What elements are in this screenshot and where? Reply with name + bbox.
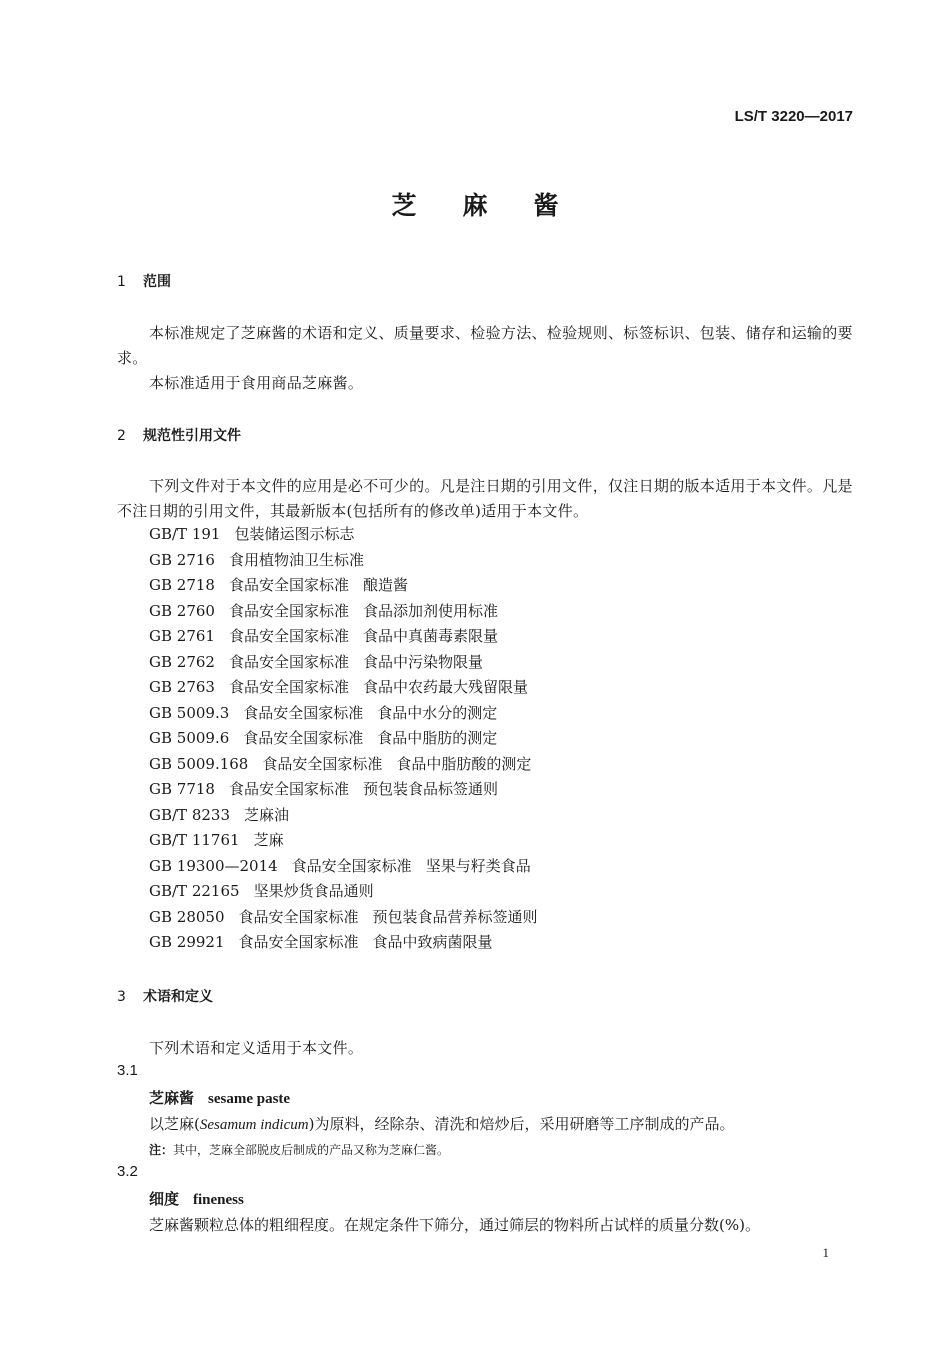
list-item bbox=[149, 549, 538, 575]
term-note bbox=[149, 1141, 449, 1158]
page-number: 1 bbox=[822, 1245, 829, 1260]
ref-title: 食品安全国家标准 bbox=[228, 678, 349, 696]
term-heading bbox=[149, 1188, 244, 1209]
standard-code: LS/T 3220—2017 bbox=[734, 108, 853, 125]
ref-subtitle: 食品中真菌毒素限量 bbox=[362, 627, 498, 645]
ref-code: GB/T 8233 bbox=[149, 805, 231, 824]
ref-title: 包装储运图示标志 bbox=[234, 525, 355, 543]
definition-text: )为原料，经除杂、清洗和焙炒后，采用研磨等工序制成的产品。 bbox=[308, 1115, 735, 1133]
ref-code: GB/T 191 bbox=[149, 525, 221, 543]
list-item bbox=[149, 753, 538, 779]
term-en: sesame paste bbox=[208, 1091, 291, 1107]
term-zh: 芝麻酱 bbox=[149, 1089, 195, 1107]
ref-code: GB 2763 bbox=[149, 678, 215, 696]
ref-code: GB 5009.3 bbox=[149, 703, 230, 722]
list-item bbox=[149, 727, 538, 753]
ref-subtitle: 食品中脂肪的测定 bbox=[377, 729, 498, 747]
list-item bbox=[149, 804, 538, 830]
ref-title: 芝麻油 bbox=[244, 805, 290, 824]
list-item bbox=[149, 702, 538, 728]
ref-code: GB 2760 bbox=[149, 601, 215, 620]
note-text: 其中，芝麻全部脱皮后制成的产品又称为芝麻仁酱。 bbox=[173, 1143, 450, 1157]
section-3-heading bbox=[117, 986, 213, 1006]
list-item bbox=[149, 855, 538, 881]
ref-code: GB 28050 bbox=[149, 907, 225, 926]
list-item bbox=[149, 625, 538, 651]
ref-code: GB 2718 bbox=[149, 576, 215, 594]
term-definition bbox=[149, 1113, 734, 1134]
clause-number: 3.2 bbox=[117, 1163, 138, 1180]
references-intro: 下列文件对于本文件的应用是必不可少的。凡是注日期的引用文件，仅注日期的版本适用于本文件。凡是不注日期的引用文件，其最新版本(包括所有的修改单)适用于本文件。 bbox=[117, 477, 853, 520]
ref-code: GB 7718 bbox=[149, 780, 215, 798]
ref-code: GB 2762 bbox=[149, 652, 215, 671]
ref-title: 食品安全国家标准 bbox=[291, 856, 412, 875]
list-item bbox=[149, 523, 538, 549]
ref-code: GB 19300—2014 bbox=[149, 856, 278, 875]
section-2-heading bbox=[117, 425, 241, 445]
clause-number: 3.1 bbox=[117, 1062, 138, 1079]
list-item bbox=[149, 574, 538, 600]
ref-subtitle: 食品中脂肪酸的测定 bbox=[396, 754, 532, 773]
ref-code: GB/T 11761 bbox=[149, 831, 240, 849]
term-heading bbox=[149, 1087, 290, 1108]
ref-subtitle: 预包装食品营养标签通则 bbox=[372, 907, 538, 926]
ref-subtitle: 食品中污染物限量 bbox=[362, 652, 483, 671]
ref-code: GB 29921 bbox=[149, 933, 225, 951]
ref-title: 食品安全国家标准 bbox=[228, 601, 349, 620]
ref-subtitle: 食品中致病菌限量 bbox=[372, 933, 493, 951]
ref-code: GB 2761 bbox=[149, 627, 215, 645]
latin-name: Sesamum indicum bbox=[199, 1117, 309, 1133]
note-label: 注： bbox=[149, 1143, 174, 1157]
scope-paragraph: 本标准规定了芝麻酱的术语和定义、质量要求、检验方法、检验规则、标签标识、包装、储存和运输的要求。 bbox=[117, 324, 853, 367]
term-en: fineness bbox=[193, 1192, 244, 1208]
list-item bbox=[149, 676, 538, 702]
reference-list bbox=[149, 523, 538, 957]
ref-code: GB 2716 bbox=[149, 550, 215, 569]
list-item bbox=[149, 829, 538, 855]
ref-code: GB 5009.6 bbox=[149, 729, 230, 747]
section-title: 术语和定义 bbox=[143, 989, 213, 1005]
scope-applicability: 本标准适用于食用商品芝麻酱。 bbox=[149, 374, 364, 392]
ref-subtitle: 预包装食品标签通则 bbox=[362, 780, 498, 798]
ref-code: GB/T 22165 bbox=[149, 882, 240, 900]
list-item bbox=[149, 906, 538, 932]
list-item bbox=[149, 651, 538, 677]
section-number: 2 bbox=[117, 428, 126, 444]
ref-title: 食品安全国家标准 bbox=[238, 907, 359, 926]
ref-code: GB 5009.168 bbox=[149, 754, 249, 773]
list-item bbox=[149, 600, 538, 626]
ref-title: 食品安全国家标准 bbox=[262, 754, 383, 773]
list-item bbox=[149, 931, 538, 957]
ref-title: 食品安全国家标准 bbox=[228, 652, 349, 671]
ref-title: 坚果炒货食品通则 bbox=[253, 882, 374, 900]
section-number: 3 bbox=[117, 989, 126, 1005]
term-definition: 芝麻酱颗粒总体的粗细程度。在规定条件下筛分，通过筛层的物料所占试样的质量分数(%)。 bbox=[149, 1216, 760, 1234]
ref-subtitle: 酿造酱 bbox=[362, 576, 408, 594]
terms-intro: 下列术语和定义适用于本文件。 bbox=[149, 1039, 364, 1057]
section-title: 范围 bbox=[143, 274, 171, 290]
ref-subtitle: 食品中农药最大残留限量 bbox=[362, 678, 528, 696]
document-title: 芝麻酱 bbox=[391, 191, 605, 220]
ref-title: 芝麻 bbox=[253, 831, 284, 849]
ref-title: 食品安全国家标准 bbox=[243, 729, 364, 747]
ref-title: 食品安全国家标准 bbox=[243, 703, 364, 722]
section-number: 1 bbox=[117, 274, 126, 290]
definition-text: 以芝麻( bbox=[149, 1115, 200, 1133]
term-zh: 细度 bbox=[149, 1190, 180, 1208]
ref-title: 食品安全国家标准 bbox=[228, 780, 349, 798]
ref-subtitle: 食品添加剂使用标准 bbox=[362, 601, 498, 620]
ref-title: 食品安全国家标准 bbox=[228, 627, 349, 645]
ref-subtitle: 食品中水分的测定 bbox=[377, 703, 498, 722]
section-title: 规范性引用文件 bbox=[143, 428, 241, 444]
section-1-heading bbox=[117, 271, 171, 291]
ref-title: 食品安全国家标准 bbox=[228, 576, 349, 594]
ref-title: 食品安全国家标准 bbox=[238, 933, 359, 951]
list-item bbox=[149, 880, 538, 906]
list-item bbox=[149, 778, 538, 804]
ref-title: 食用植物油卫生标准 bbox=[228, 550, 364, 569]
ref-subtitle: 坚果与籽类食品 bbox=[425, 856, 531, 875]
